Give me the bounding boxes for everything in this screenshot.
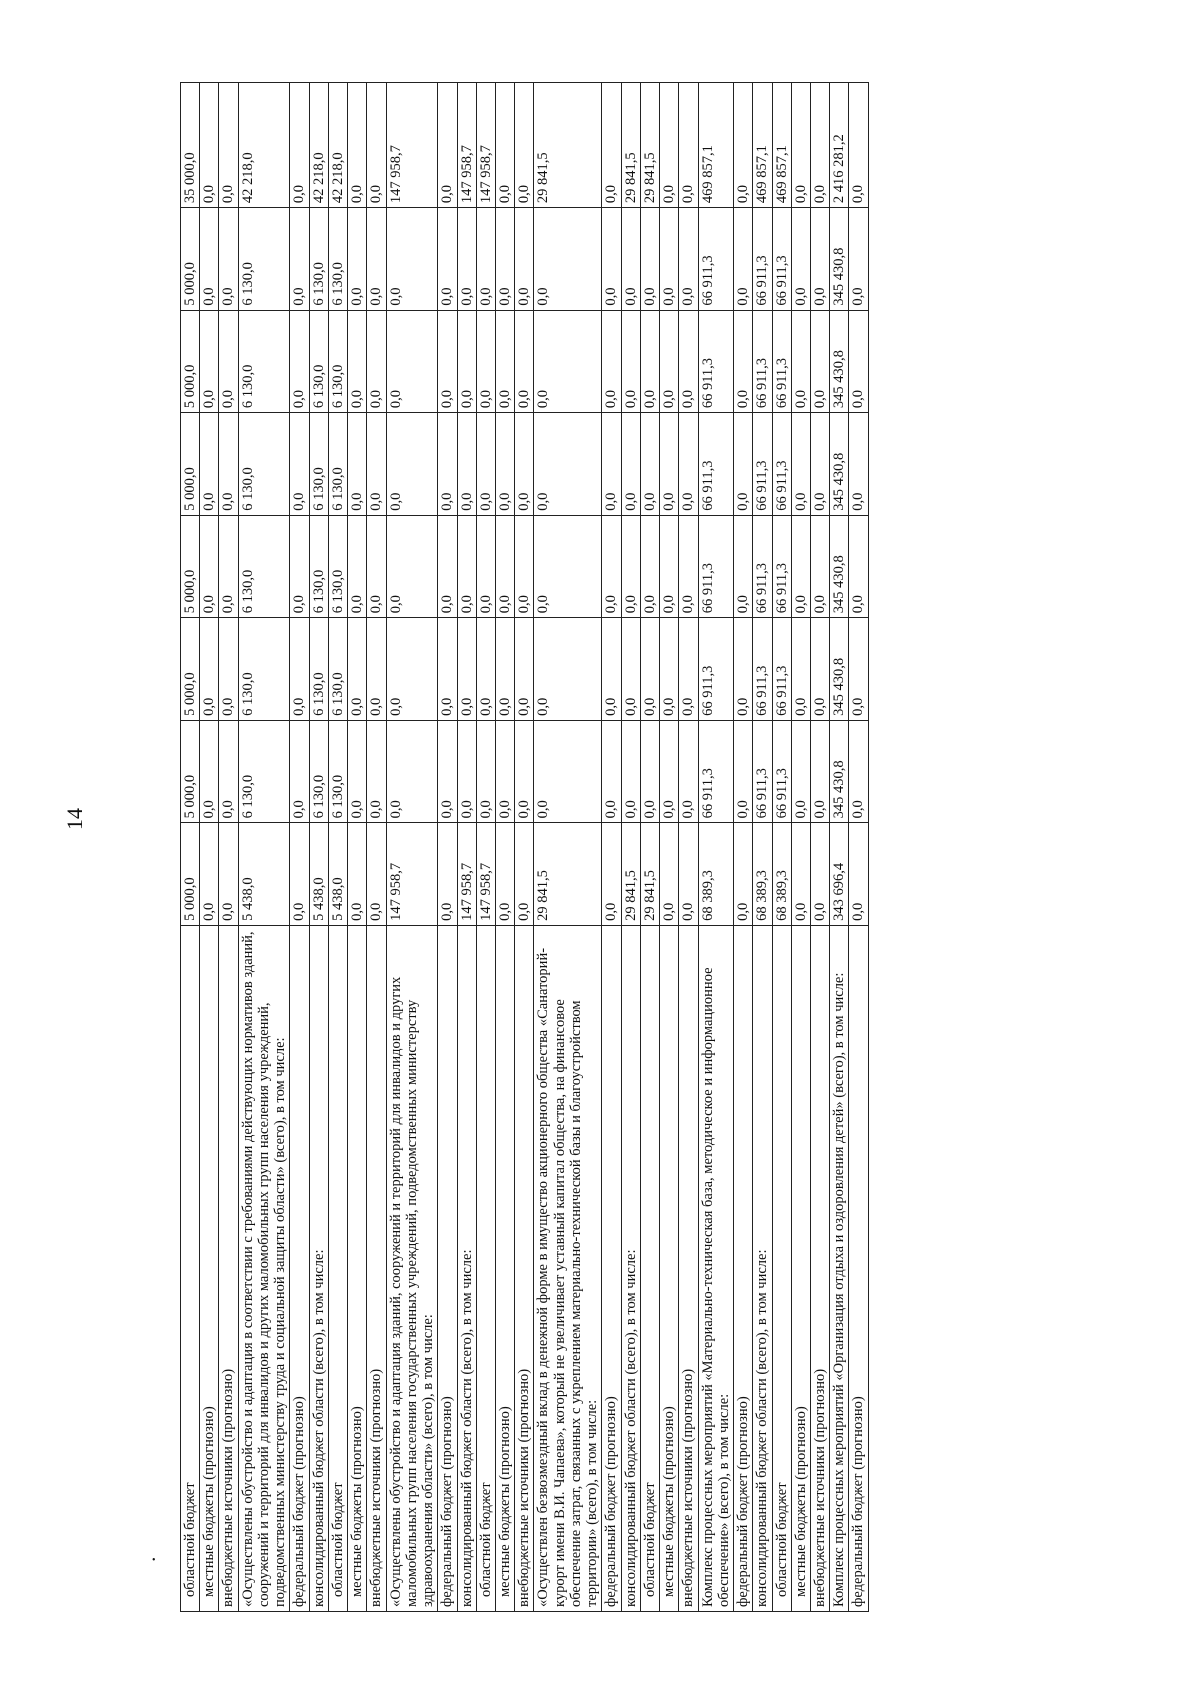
value-cell: 66 911,3 xyxy=(772,310,791,413)
value-cell: 5 000,0 xyxy=(181,823,200,926)
value-cell: 68 389,3 xyxy=(772,823,791,926)
value-cell: 5 000,0 xyxy=(181,720,200,823)
value-cell: 0,0 xyxy=(200,413,219,516)
value-cell: 66 911,3 xyxy=(772,515,791,618)
budget-table-body xyxy=(181,83,869,1612)
value-cell: 66 911,3 xyxy=(753,720,772,823)
value-cell: 0,0 xyxy=(495,515,514,618)
value-cell: 0,0 xyxy=(734,83,753,208)
budget-table xyxy=(180,82,869,1612)
value-cell: 0,0 xyxy=(367,310,386,413)
value-cell: 66 911,3 xyxy=(698,618,733,721)
value-cell: 147 958,7 xyxy=(386,823,438,926)
value-cell: 0,0 xyxy=(660,720,679,823)
value-cell: 29 841,5 xyxy=(640,83,659,208)
value-cell: 29 841,5 xyxy=(621,823,640,926)
table-row xyxy=(515,83,534,1612)
value-cell: 66 911,3 xyxy=(698,413,733,516)
value-cell: 29 841,5 xyxy=(534,83,602,208)
row-label: областной бюджет xyxy=(640,925,659,1611)
value-cell: 0,0 xyxy=(367,618,386,721)
row-label: «Осуществлены обустройство и адаптация зданий, сооружений и территорий для инвалидов и других маломобильных групп населения государственных учреждений, подведомственных министерству здравоохранения области» (всего), в том числе: xyxy=(386,925,438,1611)
value-cell: 147 958,7 xyxy=(386,83,438,208)
value-cell: 469 857,1 xyxy=(772,83,791,208)
value-cell: 0,0 xyxy=(495,413,514,516)
table-row xyxy=(602,83,621,1612)
table-row xyxy=(476,83,495,1612)
value-cell: 6 130,0 xyxy=(238,720,290,823)
value-cell: 6 130,0 xyxy=(238,208,290,311)
value-cell: 0,0 xyxy=(660,83,679,208)
value-cell: 68 389,3 xyxy=(753,823,772,926)
value-cell: 0,0 xyxy=(534,413,602,516)
value-cell: 0,0 xyxy=(602,310,621,413)
value-cell: 0,0 xyxy=(495,83,514,208)
value-cell: 66 911,3 xyxy=(698,720,733,823)
table-row xyxy=(438,83,457,1612)
value-cell: 345 430,8 xyxy=(830,208,849,311)
value-cell: 0,0 xyxy=(534,515,602,618)
row-label: Комплекс процессных мероприятий «Материально-техническая база, методическое и информационное обеспечение» (всего), в том числе: xyxy=(698,925,733,1611)
value-cell: 6 130,0 xyxy=(328,208,347,311)
value-cell: 0,0 xyxy=(386,413,438,516)
value-cell: 66 911,3 xyxy=(753,310,772,413)
table-row xyxy=(309,83,328,1612)
value-cell: 0,0 xyxy=(219,720,238,823)
value-cell: 0,0 xyxy=(515,83,534,208)
row-label: внебюджетные источники (прогнозно) xyxy=(367,925,386,1611)
value-cell: 0,0 xyxy=(457,413,476,516)
value-cell: 42 218,0 xyxy=(238,83,290,208)
rotated-page xyxy=(180,82,869,1612)
table-row xyxy=(328,83,347,1612)
value-cell: 0,0 xyxy=(679,720,698,823)
value-cell: 6 130,0 xyxy=(238,413,290,516)
value-cell: 66 911,3 xyxy=(772,208,791,311)
value-cell: 42 218,0 xyxy=(309,83,328,208)
value-cell: 6 130,0 xyxy=(328,515,347,618)
value-cell: 0,0 xyxy=(734,310,753,413)
value-cell: 29 841,5 xyxy=(640,823,659,926)
value-cell: 5 000,0 xyxy=(181,208,200,311)
row-label: местные бюджеты (прогнозно) xyxy=(200,925,219,1611)
value-cell: 0,0 xyxy=(602,618,621,721)
row-label: внебюджетные источники (прогнозно) xyxy=(679,925,698,1611)
row-label: местные бюджеты (прогнозно) xyxy=(660,925,679,1611)
value-cell: 0,0 xyxy=(640,310,659,413)
value-cell: 0,0 xyxy=(660,413,679,516)
value-cell: 0,0 xyxy=(457,720,476,823)
value-cell: 0,0 xyxy=(810,83,829,208)
value-cell: 0,0 xyxy=(367,515,386,618)
table-row xyxy=(734,83,753,1612)
value-cell: 0,0 xyxy=(602,208,621,311)
value-cell: 0,0 xyxy=(457,515,476,618)
value-cell: 0,0 xyxy=(476,515,495,618)
table-row xyxy=(200,83,219,1612)
value-cell: 0,0 xyxy=(348,413,367,516)
row-label: областной бюджет xyxy=(476,925,495,1611)
value-cell: 0,0 xyxy=(290,823,309,926)
table-row xyxy=(621,83,640,1612)
value-cell: 0,0 xyxy=(791,208,810,311)
value-cell: 0,0 xyxy=(348,720,367,823)
value-cell: 0,0 xyxy=(734,823,753,926)
row-label: федеральный бюджет (прогнозно) xyxy=(734,925,753,1611)
row-label: федеральный бюджет (прогнозно) xyxy=(438,925,457,1611)
value-cell: 0,0 xyxy=(495,823,514,926)
row-label: «Осуществлен безвозмездный вклад в денежной форме в имущество акционерного общества «Санаторий-курорт имени В.И. Чапаева», который не увеличивает уставный капитал общества, на финансовое обеспечение затрат, связанных с укреплением материально-технической базы и благоустройством территории» (всего), в том числе: xyxy=(534,925,602,1611)
table-row xyxy=(810,83,829,1612)
value-cell: 42 218,0 xyxy=(328,83,347,208)
table-row xyxy=(640,83,659,1612)
value-cell: 0,0 xyxy=(348,208,367,311)
value-cell: 6 130,0 xyxy=(328,618,347,721)
value-cell: 0,0 xyxy=(386,515,438,618)
value-cell: 0,0 xyxy=(495,720,514,823)
value-cell: 0,0 xyxy=(679,515,698,618)
value-cell: 0,0 xyxy=(200,720,219,823)
value-cell: 0,0 xyxy=(679,83,698,208)
value-cell: 29 841,5 xyxy=(534,823,602,926)
value-cell: 66 911,3 xyxy=(698,310,733,413)
value-cell: 0,0 xyxy=(290,618,309,721)
value-cell: 0,0 xyxy=(515,515,534,618)
value-cell: 0,0 xyxy=(640,413,659,516)
value-cell: 147 958,7 xyxy=(476,83,495,208)
value-cell: 6 130,0 xyxy=(309,310,328,413)
value-cell: 0,0 xyxy=(290,720,309,823)
value-cell: 0,0 xyxy=(290,413,309,516)
value-cell: 0,0 xyxy=(290,515,309,618)
value-cell: 0,0 xyxy=(200,310,219,413)
value-cell: 0,0 xyxy=(290,208,309,311)
row-label: «Осуществлены обустройство и адаптация в соответствии с требованиями действующих нормативов зданий, сооружений и территорий для инвалидов и других маломобильных групп населения учреждений, подведомственных министерству труда и социальной защиты области» (всего), в том числе: xyxy=(238,925,290,1611)
value-cell: 29 841,5 xyxy=(621,83,640,208)
value-cell: 0,0 xyxy=(679,618,698,721)
value-cell: 147 958,7 xyxy=(476,823,495,926)
value-cell: 0,0 xyxy=(457,310,476,413)
value-cell: 0,0 xyxy=(849,310,868,413)
value-cell: 0,0 xyxy=(386,720,438,823)
row-label: федеральный бюджет (прогнозно) xyxy=(290,925,309,1611)
value-cell: 5 000,0 xyxy=(181,413,200,516)
value-cell: 0,0 xyxy=(290,310,309,413)
page-number: 14 xyxy=(62,808,87,830)
value-cell: 66 911,3 xyxy=(753,413,772,516)
value-cell: 6 130,0 xyxy=(309,720,328,823)
value-cell: 0,0 xyxy=(515,310,534,413)
value-cell: 0,0 xyxy=(534,310,602,413)
table-row xyxy=(348,83,367,1612)
table-row xyxy=(679,83,698,1612)
value-cell: 5 438,0 xyxy=(238,823,290,926)
value-cell: 0,0 xyxy=(602,823,621,926)
value-cell: 0,0 xyxy=(810,310,829,413)
value-cell: 0,0 xyxy=(602,720,621,823)
value-cell: 0,0 xyxy=(621,720,640,823)
value-cell: 0,0 xyxy=(200,208,219,311)
value-cell: 0,0 xyxy=(534,720,602,823)
table-row xyxy=(849,83,868,1612)
scan-mark: • xyxy=(152,1555,156,1566)
value-cell: 0,0 xyxy=(849,413,868,516)
value-cell: 0,0 xyxy=(791,83,810,208)
row-label: местные бюджеты (прогнозно) xyxy=(495,925,514,1611)
value-cell: 0,0 xyxy=(438,720,457,823)
value-cell: 0,0 xyxy=(200,823,219,926)
row-label: областной бюджет xyxy=(181,925,200,1611)
value-cell: 0,0 xyxy=(290,83,309,208)
value-cell: 6 130,0 xyxy=(309,413,328,516)
table-row xyxy=(495,83,514,1612)
row-label: федеральный бюджет (прогнозно) xyxy=(602,925,621,1611)
value-cell: 0,0 xyxy=(457,618,476,721)
value-cell: 345 430,8 xyxy=(830,310,849,413)
value-cell: 66 911,3 xyxy=(772,618,791,721)
value-cell: 6 130,0 xyxy=(309,208,328,311)
value-cell: 0,0 xyxy=(438,413,457,516)
row-label: местные бюджеты (прогнозно) xyxy=(348,925,367,1611)
value-cell: 0,0 xyxy=(734,413,753,516)
table-row xyxy=(290,83,309,1612)
value-cell: 0,0 xyxy=(438,515,457,618)
value-cell: 345 430,8 xyxy=(830,413,849,516)
value-cell: 66 911,3 xyxy=(753,208,772,311)
row-label: федеральный бюджет (прогнозно) xyxy=(849,925,868,1611)
value-cell: 0,0 xyxy=(438,823,457,926)
row-label: местные бюджеты (прогнозно) xyxy=(791,925,810,1611)
value-cell: 0,0 xyxy=(679,823,698,926)
value-cell: 6 130,0 xyxy=(309,618,328,721)
row-label: областной бюджет xyxy=(772,925,791,1611)
value-cell: 0,0 xyxy=(348,515,367,618)
value-cell: 0,0 xyxy=(438,208,457,311)
value-cell: 0,0 xyxy=(515,618,534,721)
table-row xyxy=(753,83,772,1612)
row-label: консолидированный бюджет области (всего), в том числе: xyxy=(457,925,476,1611)
value-cell: 0,0 xyxy=(810,515,829,618)
value-cell: 0,0 xyxy=(621,618,640,721)
value-cell: 2 416 281,2 xyxy=(830,83,849,208)
value-cell: 0,0 xyxy=(367,83,386,208)
table-row xyxy=(772,83,791,1612)
value-cell: 0,0 xyxy=(495,618,514,721)
value-cell: 5 000,0 xyxy=(181,310,200,413)
value-cell: 0,0 xyxy=(476,310,495,413)
table-row xyxy=(457,83,476,1612)
value-cell: 0,0 xyxy=(602,515,621,618)
value-cell: 0,0 xyxy=(660,823,679,926)
value-cell: 0,0 xyxy=(219,618,238,721)
value-cell: 0,0 xyxy=(734,618,753,721)
row-label: областной бюджет xyxy=(328,925,347,1611)
value-cell: 0,0 xyxy=(660,208,679,311)
value-cell: 0,0 xyxy=(640,515,659,618)
value-cell: 0,0 xyxy=(734,720,753,823)
value-cell: 0,0 xyxy=(791,310,810,413)
value-cell: 0,0 xyxy=(621,515,640,618)
value-cell: 0,0 xyxy=(457,208,476,311)
value-cell: 66 911,3 xyxy=(772,720,791,823)
value-cell: 0,0 xyxy=(679,413,698,516)
value-cell: 0,0 xyxy=(219,83,238,208)
value-cell: 0,0 xyxy=(386,208,438,311)
value-cell: 0,0 xyxy=(602,83,621,208)
value-cell: 0,0 xyxy=(849,83,868,208)
value-cell: 0,0 xyxy=(810,720,829,823)
table-row xyxy=(181,83,200,1612)
value-cell: 0,0 xyxy=(495,208,514,311)
value-cell: 0,0 xyxy=(219,310,238,413)
value-cell: 0,0 xyxy=(621,208,640,311)
value-cell: 5 438,0 xyxy=(309,823,328,926)
value-cell: 0,0 xyxy=(621,413,640,516)
value-cell: 0,0 xyxy=(849,720,868,823)
value-cell: 0,0 xyxy=(200,515,219,618)
value-cell: 0,0 xyxy=(810,823,829,926)
table-row xyxy=(238,83,290,1612)
value-cell: 147 958,7 xyxy=(457,83,476,208)
row-label: консолидированный бюджет области (всего), в том числе: xyxy=(309,925,328,1611)
value-cell: 0,0 xyxy=(367,823,386,926)
table-row xyxy=(534,83,602,1612)
value-cell: 0,0 xyxy=(219,515,238,618)
value-cell: 0,0 xyxy=(438,310,457,413)
value-cell: 0,0 xyxy=(495,310,514,413)
value-cell: 0,0 xyxy=(791,413,810,516)
value-cell: 6 130,0 xyxy=(238,310,290,413)
value-cell: 0,0 xyxy=(219,413,238,516)
value-cell: 0,0 xyxy=(679,310,698,413)
table-row xyxy=(367,83,386,1612)
table-row xyxy=(219,83,238,1612)
value-cell: 5 438,0 xyxy=(328,823,347,926)
value-cell: 66 911,3 xyxy=(698,515,733,618)
value-cell: 0,0 xyxy=(534,618,602,721)
value-cell: 0,0 xyxy=(791,720,810,823)
value-cell: 345 430,8 xyxy=(830,720,849,823)
value-cell: 0,0 xyxy=(200,83,219,208)
value-cell: 0,0 xyxy=(515,823,534,926)
value-cell: 6 130,0 xyxy=(309,515,328,618)
value-cell: 0,0 xyxy=(602,413,621,516)
table-row xyxy=(791,83,810,1612)
value-cell: 5 000,0 xyxy=(181,618,200,721)
value-cell: 0,0 xyxy=(810,413,829,516)
value-cell: 0,0 xyxy=(791,823,810,926)
value-cell: 0,0 xyxy=(438,618,457,721)
value-cell: 0,0 xyxy=(640,618,659,721)
value-cell: 0,0 xyxy=(476,720,495,823)
value-cell: 0,0 xyxy=(810,618,829,721)
value-cell: 0,0 xyxy=(386,310,438,413)
table-row xyxy=(830,83,849,1612)
table-row xyxy=(660,83,679,1612)
row-label: Комплекс процессных мероприятий «Организация отдыха и оздоровления детей» (всего), в том числе: xyxy=(830,925,849,1611)
value-cell: 6 130,0 xyxy=(328,720,347,823)
value-cell: 0,0 xyxy=(734,515,753,618)
value-cell: 66 911,3 xyxy=(772,413,791,516)
value-cell: 0,0 xyxy=(849,515,868,618)
value-cell: 5 000,0 xyxy=(181,515,200,618)
value-cell: 6 130,0 xyxy=(238,618,290,721)
value-cell: 0,0 xyxy=(660,618,679,721)
value-cell: 0,0 xyxy=(348,823,367,926)
row-label: внебюджетные источники (прогнозно) xyxy=(219,925,238,1611)
value-cell: 0,0 xyxy=(348,83,367,208)
value-cell: 0,0 xyxy=(791,515,810,618)
value-cell: 0,0 xyxy=(621,310,640,413)
value-cell: 343 696,4 xyxy=(830,823,849,926)
value-cell: 68 389,3 xyxy=(698,823,733,926)
value-cell: 0,0 xyxy=(476,208,495,311)
value-cell: 6 130,0 xyxy=(238,515,290,618)
value-cell: 0,0 xyxy=(849,823,868,926)
value-cell: 0,0 xyxy=(386,618,438,721)
row-label: консолидированный бюджет области (всего), в том числе: xyxy=(621,925,640,1611)
value-cell: 0,0 xyxy=(348,618,367,721)
value-cell: 0,0 xyxy=(679,208,698,311)
value-cell: 0,0 xyxy=(515,720,534,823)
value-cell: 0,0 xyxy=(438,83,457,208)
value-cell: 35 000,0 xyxy=(181,83,200,208)
value-cell: 0,0 xyxy=(367,208,386,311)
value-cell: 0,0 xyxy=(660,515,679,618)
value-cell: 147 958,7 xyxy=(457,823,476,926)
value-cell: 66 911,3 xyxy=(753,618,772,721)
value-cell: 66 911,3 xyxy=(753,515,772,618)
value-cell: 0,0 xyxy=(660,310,679,413)
value-cell: 0,0 xyxy=(476,413,495,516)
table-row xyxy=(386,83,438,1612)
value-cell: 0,0 xyxy=(515,208,534,311)
value-cell: 0,0 xyxy=(476,618,495,721)
value-cell: 0,0 xyxy=(640,720,659,823)
value-cell: 0,0 xyxy=(849,618,868,721)
value-cell: 0,0 xyxy=(849,208,868,311)
value-cell: 469 857,1 xyxy=(698,83,733,208)
value-cell: 6 130,0 xyxy=(328,310,347,413)
value-cell: 345 430,8 xyxy=(830,515,849,618)
row-label: консолидированный бюджет области (всего), в том числе: xyxy=(753,925,772,1611)
value-cell: 0,0 xyxy=(515,413,534,516)
value-cell: 0,0 xyxy=(200,618,219,721)
value-cell: 0,0 xyxy=(219,823,238,926)
value-cell: 0,0 xyxy=(734,208,753,311)
value-cell: 0,0 xyxy=(219,208,238,311)
value-cell: 0,0 xyxy=(367,720,386,823)
value-cell: 6 130,0 xyxy=(328,413,347,516)
value-cell: 66 911,3 xyxy=(698,208,733,311)
value-cell: 469 857,1 xyxy=(753,83,772,208)
value-cell: 0,0 xyxy=(348,310,367,413)
value-cell: 0,0 xyxy=(367,413,386,516)
row-label: внебюджетные источники (прогнозно) xyxy=(810,925,829,1611)
value-cell: 0,0 xyxy=(791,618,810,721)
value-cell: 0,0 xyxy=(810,208,829,311)
value-cell: 345 430,8 xyxy=(830,618,849,721)
value-cell: 0,0 xyxy=(534,208,602,311)
row-label: внебюджетные источники (прогнозно) xyxy=(515,925,534,1611)
value-cell: 0,0 xyxy=(640,208,659,311)
table-row xyxy=(698,83,733,1612)
